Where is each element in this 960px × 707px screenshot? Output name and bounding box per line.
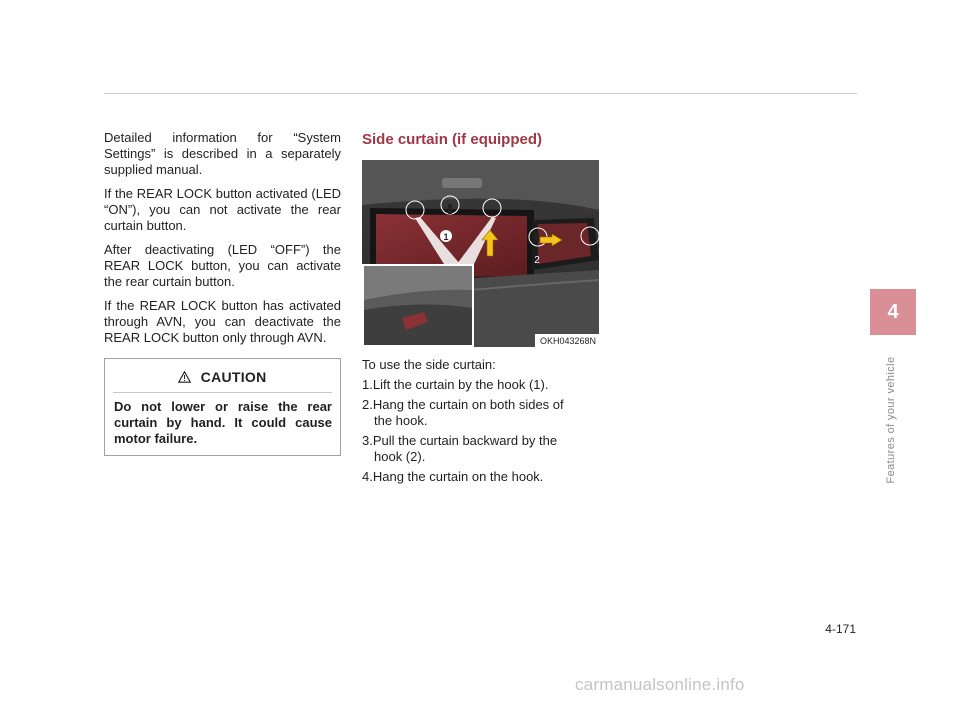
list-item: 1.Lift the curtain by the hook (1). [362,377,549,392]
paragraph-rear-lock-avn: If the REAR LOCK button has activated through AVN, you can deactivate the REAR LOCK button only through AVN. [104,298,341,345]
page-number: 4-171 [825,622,856,636]
chapter-title: Features of your vehicle [885,356,897,484]
caution-text: Do not lower or raise the rear curtain by hand. It could cause motor failure. [114,399,332,446]
list-item: 4.Hang the curtain on the hook. [362,469,544,484]
caution-divider [113,392,332,393]
chapter-tab: 4 [870,289,916,335]
list-item: 2.Hang the curtain on both sides of the hook. [362,397,564,428]
paragraph-rear-lock-on: If the REAR LOCK button activated (LED “ON”), you can not activate the rear curtain button. [104,186,341,233]
figure-code: OKH043268N [535,334,599,347]
steps-list [362,377,599,485]
warning-triangle-icon [178,369,195,385]
caution-header [105,369,340,385]
side-curtain-figure [362,160,599,347]
header-rule [104,93,857,94]
section-title: Side curtain (if equipped) [362,131,543,148]
callout-1: 1 [443,232,449,242]
list-item: 3.Pull the curtain backward by the hook (2). [362,433,558,464]
caution-title: CAUTION [200,369,267,385]
left-column [104,130,341,456]
side-curtain-illustration [362,160,599,347]
caution-box [104,358,341,456]
watermark: carmanualsonline.info [575,675,745,694]
paragraph-rear-lock-off: After deactivating (LED “OFF”) the REAR LOCK button, you can activate the rear curtain button. [104,242,341,289]
steps-intro: To use the side curtain: [362,357,496,372]
paragraph-system-settings: Detailed information for “System Settings” is described in a separately supplied manual. [104,130,341,177]
callout-2: 2 [534,255,540,266]
right-column [362,130,599,489]
